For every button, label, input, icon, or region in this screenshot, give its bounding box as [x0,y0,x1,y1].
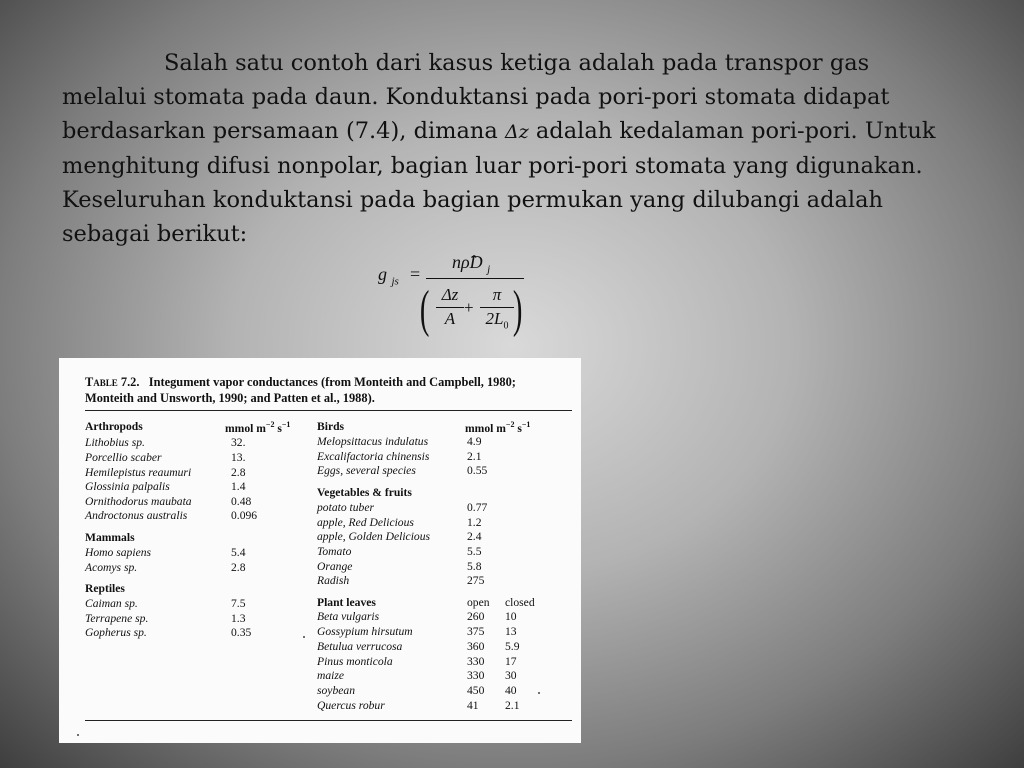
table-species-name: apple, Golden Delicious [317,530,431,543]
formula-plus: + [464,298,474,317]
table-species-name: Eggs, several species [317,464,416,477]
table-group-header: Arthropods [85,420,143,433]
table-value: 360 [467,640,485,653]
table-value: 1.4 [231,480,246,493]
table-species-name: Gopherus sp. [85,626,147,639]
table-species-name: Gossypium hirsutum [317,625,413,638]
table-species-name: potato tuber [317,501,375,514]
table-value: 1.2 [467,516,482,529]
body-paragraph [62,46,942,251]
table-value: 41 [467,699,479,712]
table-value-closed: 10 [505,610,517,623]
table-value: 13. [231,451,246,464]
table-species-name: Radish [317,574,350,587]
formula-right-paren: ) [512,281,523,338]
table-value: 5.8 [467,560,482,573]
table-species-name: Orange [317,560,353,573]
table-value-closed: 17 [505,655,517,668]
table-species-name: Caiman sp. [85,597,138,610]
scan-speck [303,636,305,638]
conductance-formula [378,252,538,344]
formula-term2: π $2L_0$ [480,285,514,331]
table-value: 330 [467,669,485,682]
table-value-closed: 40 [505,684,517,697]
table-value-closed: 13 [505,625,517,638]
table-value: 32. [231,436,246,449]
table-group-header: Plant leaves [317,596,376,609]
table-species-name: Melopsittacus indulatus [317,435,429,448]
formula-numerator: nρ̂D $_j$ [452,252,491,276]
table-value: 260 [467,610,485,623]
formula-left-paren: ( [419,281,430,338]
scan-speck [77,734,79,736]
table-value: 1.3 [231,612,246,625]
left-unit-header: mmol $m^{-2}$ $s^{-1}$ [225,420,291,435]
delta-z-symbol: Δz [505,121,529,143]
table-value: open [467,596,490,609]
table-value: 0.77 [467,501,488,514]
table-value: 330 [467,655,485,668]
table-value-closed: closed [505,596,535,609]
table-value: 4.9 [467,435,482,448]
table-species-name: Ornithodorus maubata [85,495,192,508]
formula-lhs: g $_{js}$ [378,264,399,288]
table-value: 0.55 [467,464,488,477]
table-value: 0.48 [231,495,252,508]
table-species-name: Acomys sp. [85,561,138,574]
table-value: 0.35 [231,626,252,639]
formula-fraction-bar [426,278,524,279]
table-species-name: Androctonus australis [85,509,188,522]
table-value: 0.096 [231,509,258,522]
table-value: 7.5 [231,597,246,610]
table-species-name: Tomato [317,545,352,558]
table-species-name: Glossinia palpalis [85,480,170,493]
table-species-name: Beta vulgaris [317,610,380,623]
table-value: 5.4 [231,546,246,559]
table-caption: Table 7.2. Integument vapor conductances (from Monteith and Campbell, 1980; Monteith and Unsworth, 1990; and Patten et al., 1988). [85,375,516,405]
table-species-name: maize [317,669,345,682]
table-value: 450 [467,684,485,697]
table-value: 5.5 [467,545,482,558]
table-species-name: Homo sapiens [85,546,152,559]
table-species-name: Pinus monticola [317,655,393,668]
table-value: 2.4 [467,530,482,543]
table-bottom-rule [85,720,572,721]
table-value: 375 [467,625,485,638]
table-group-header: Reptiles [85,582,125,595]
formula-equals: = [410,264,421,284]
table-species-name: Hemilepistus reaumuri [85,466,192,479]
table-group-header: Birds [317,420,345,433]
paragraph-text-2: adalah kedalaman pori-pori. Untuk menghitung difusi nonpolar, bagian luar pori-pori stomata yang digunakan. Keseluruhan konduktansi pada bagian permukan yang dilubangi adalah sebagai berikut: [62,118,936,247]
table-value-closed: 30 [505,669,517,682]
scan-speck [538,692,540,694]
table-species-name: Excalifactoria chinensis [317,450,430,463]
paragraph-text-1: Salah satu contoh dari kasus ketiga adalah pada transpor gas melalui stomata pada daun. Konduktansi pada pori-pori stomata didapat berdasarkan persamaan (7.4), dimana [62,50,890,144]
table-value: 2.1 [467,450,482,463]
table-value: 2.8 [231,466,246,479]
table-species-name: Quercus robur [317,699,385,712]
formula-term1: Δz A [436,285,464,329]
table-species-name: apple, Red Delicious [317,516,414,529]
table-group-header: Mammals [85,531,135,544]
table-value: 2.8 [231,561,246,574]
table-group-header: Vegetables & fruits [317,486,412,499]
table-species-name: soybean [317,684,355,697]
table-value: 275 [467,574,485,587]
table-species-name: Porcellio scaber [85,451,162,464]
table-species-name: Lithobius sp. [85,436,145,449]
table-species-name: Betulua verrucosa [317,640,403,653]
table-value-closed: 5.9 [505,640,520,653]
table-value-closed: 2.1 [505,699,520,712]
table-species-name: Terrapene sp. [85,612,149,625]
table-top-rule [85,410,572,411]
table-7-2-image [59,358,581,743]
right-unit-header: mmol $m^{-2}$ $s^{-1}$ [465,420,531,435]
